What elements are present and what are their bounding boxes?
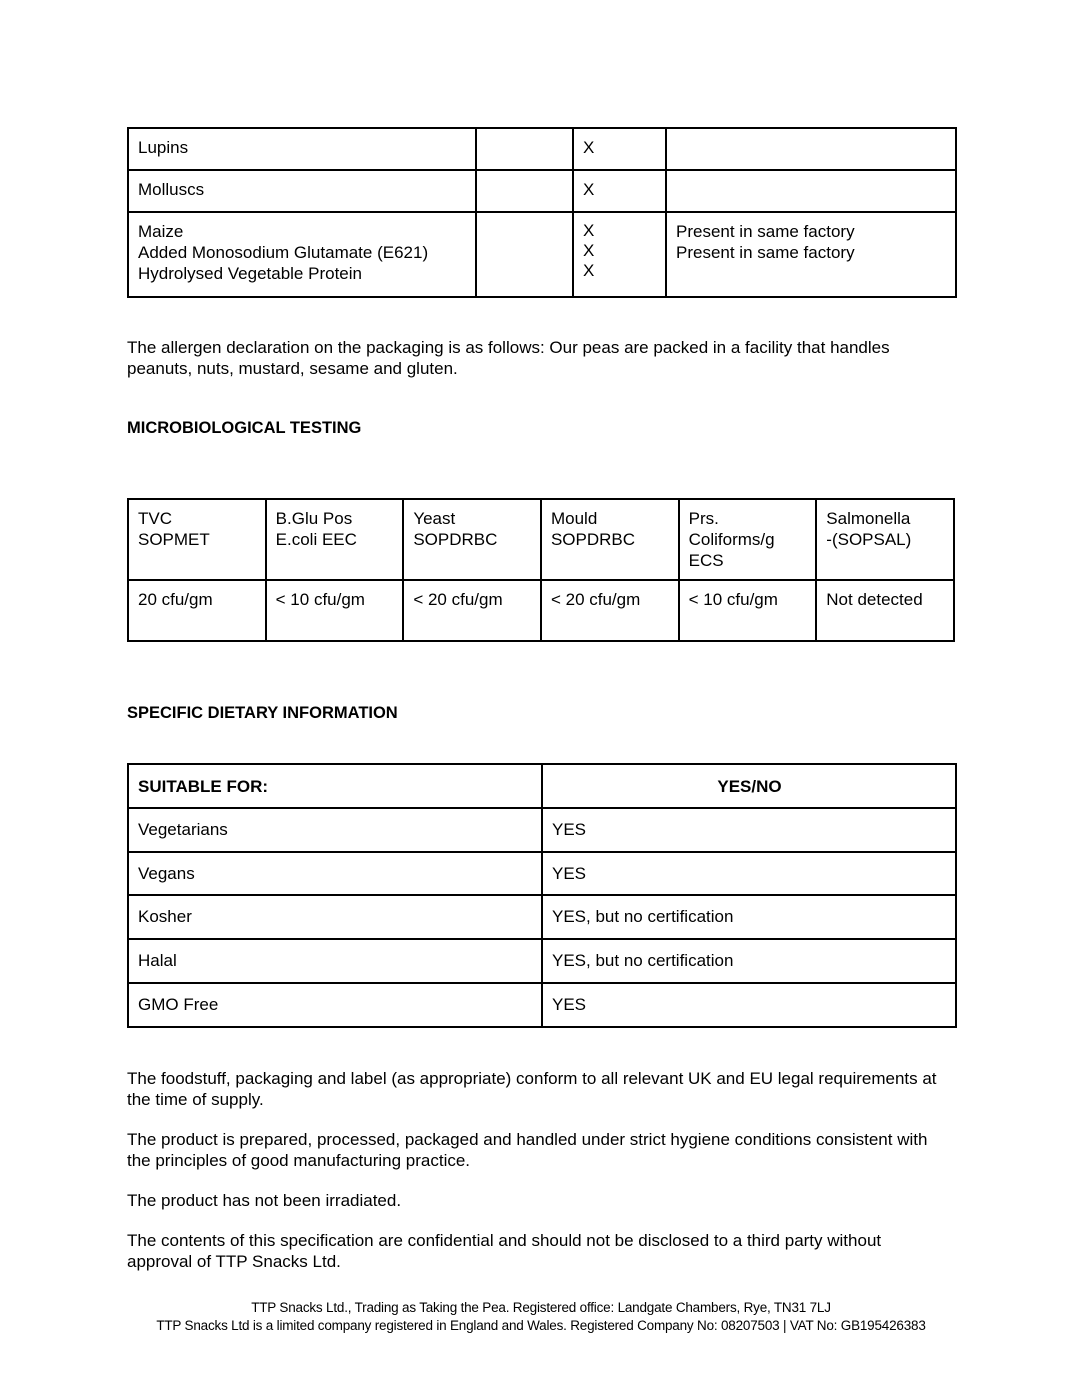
allergen-mark-cell: X X X xyxy=(573,212,666,297)
dietary-item: Kosher xyxy=(128,895,542,939)
suitable-for-header: SUITABLE FOR: xyxy=(128,764,542,808)
dietary-item: Halal xyxy=(128,939,542,983)
micro-value-cell: 20 cfu/gm xyxy=(128,580,266,641)
micro-heading: MICROBIOLOGICAL TESTING xyxy=(127,419,362,437)
dietary-value: YES, but no certification xyxy=(542,895,956,939)
table-row xyxy=(128,895,956,939)
dietary-header-row xyxy=(128,764,956,808)
micro-header-cell: Mould SOPDRBC xyxy=(541,499,679,580)
micro-value-cell: < 20 cfu/gm xyxy=(541,580,679,641)
micro-header-cell: B.Glu Pos E.coli EEC xyxy=(266,499,404,580)
confidentiality-statement: The contents of this specification are confidential and should not be disclosed to a third party without approval of TTP Snacks Ltd. xyxy=(127,1231,882,1271)
micro-value-cell: Not detected xyxy=(816,580,954,641)
dietary-value: YES, but no certification xyxy=(542,939,956,983)
dietary-value: YES xyxy=(542,852,956,895)
dietary-table xyxy=(127,763,957,1028)
micro-header-cell: Yeast SOPDRBC xyxy=(403,499,541,580)
irradiation-statement: The product has not been irradiated. xyxy=(127,1191,402,1210)
micro-value-cell: < 10 cfu/gm xyxy=(266,580,404,641)
allergen-name-cell: Lupins xyxy=(128,128,476,170)
micro-header-cell: TVC SOPMET xyxy=(128,499,266,580)
micro-header-cell: Salmonella -(SOPSAL) xyxy=(816,499,954,580)
legal-conformity-statement: The foodstuff, packaging and label (as appropriate) conform to all relevant UK and EU legal requirements at the time of supply. xyxy=(127,1069,937,1109)
table-row xyxy=(128,808,956,852)
allergen-mark-cell: X xyxy=(573,170,666,212)
micro-value-cell: < 20 cfu/gm xyxy=(403,580,541,641)
page-footer xyxy=(127,1299,955,1335)
footer-line-2: TTP Snacks Ltd is a limited company registered in England and Wales. Registered Company No: 08207503 | VAT No: GB195426383 xyxy=(156,1318,926,1333)
allergen-name-cell: Molluscs xyxy=(128,170,476,212)
hygiene-statement: The product is prepared, processed, packaged and handled under strict hygiene conditions consistent with the principles of good manufacturing practice. xyxy=(127,1130,928,1170)
micro-header-row xyxy=(128,499,954,580)
allergen-col2-cell xyxy=(476,128,573,170)
dietary-value: YES xyxy=(542,983,956,1027)
table-row xyxy=(128,212,956,297)
allergen-notes-cell: Present in same factory Present in same factory xyxy=(666,212,956,297)
allergen-notes-cell xyxy=(666,128,956,170)
allergen-mark-cell: X xyxy=(573,128,666,170)
dietary-value: YES xyxy=(542,808,956,852)
allergen-table xyxy=(127,127,957,298)
allergen-col2-cell xyxy=(476,212,573,297)
dietary-item: Vegans xyxy=(128,852,542,895)
table-row xyxy=(128,852,956,895)
allergen-name-cell: Maize Added Monosodium Glutamate (E621) Hydrolysed Vegetable Protein xyxy=(128,212,476,297)
table-row xyxy=(128,170,956,212)
allergen-declaration: The allergen declaration on the packaging is as follows: Our peas are packed in a facility that handles peanuts, nuts, mustard, sesame and gluten. xyxy=(127,338,890,378)
dietary-item: GMO Free xyxy=(128,983,542,1027)
dietary-item: Vegetarians xyxy=(128,808,542,852)
yes-no-header: YES/NO xyxy=(542,764,956,808)
table-row xyxy=(128,128,956,170)
footer-line-1: TTP Snacks Ltd., Trading as Taking the Pea. Registered office: Landgate Chambers, Rye, TN31 7LJ xyxy=(251,1300,831,1315)
allergen-notes-cell xyxy=(666,170,956,212)
micro-table xyxy=(127,498,955,642)
allergen-col2-cell xyxy=(476,170,573,212)
table-row xyxy=(128,939,956,983)
micro-value-row xyxy=(128,580,954,641)
micro-value-cell: < 10 cfu/gm xyxy=(679,580,817,641)
dietary-heading: SPECIFIC DIETARY INFORMATION xyxy=(127,704,398,722)
micro-header-cell: Prs. Coliforms/g ECS xyxy=(679,499,817,580)
table-row xyxy=(128,983,956,1027)
